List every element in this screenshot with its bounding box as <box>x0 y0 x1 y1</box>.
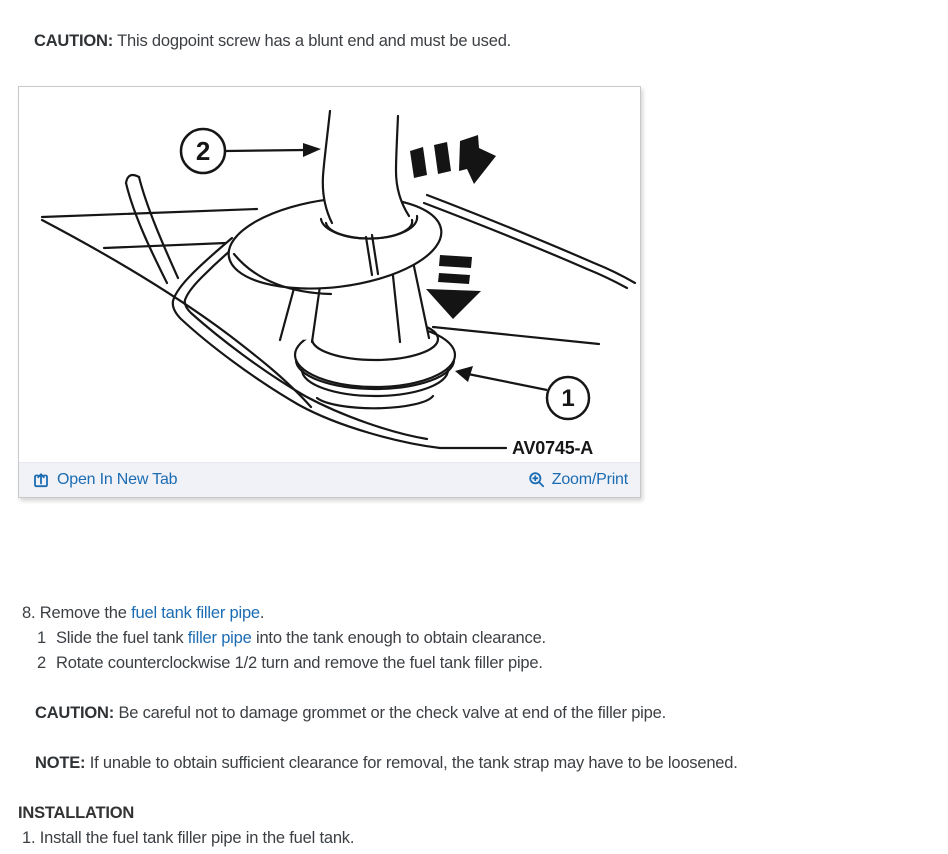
callout1-number: 1 <box>561 385 575 412</box>
callout2-arrowhead <box>303 143 321 157</box>
step-8-post: . <box>259 603 265 622</box>
strap-cap <box>126 175 139 183</box>
step-8 <box>22 603 264 624</box>
filler-pipe-link[interactable]: filler pipe <box>187 628 252 647</box>
note-paragraph <box>35 753 738 774</box>
callout2-leader <box>226 150 305 151</box>
down-arrow-head <box>426 289 481 319</box>
rotate-arrow-dash2 <box>434 142 451 174</box>
step-8-number: 8. <box>22 603 36 622</box>
substep-1 <box>37 628 546 649</box>
fuel-tank-filler-pipe-link[interactable]: fuel tank filler pipe <box>131 603 260 622</box>
caution-paragraph <box>35 703 666 724</box>
rotate-arrow-head <box>459 135 496 184</box>
ring-flat-line <box>433 327 599 344</box>
figure-drawing <box>19 87 640 462</box>
zoom-print-icon <box>528 471 546 489</box>
note-label: NOTE: <box>35 753 86 772</box>
figure-footer <box>19 462 640 497</box>
caution2-label: CAUTION: <box>35 703 115 722</box>
rotate-arrow-dash1 <box>410 147 427 178</box>
down-arrow-dash2 <box>438 273 470 284</box>
substep-2-number: 2 <box>37 653 46 672</box>
part-code-label: AV0745-A <box>512 438 594 458</box>
substep-1-pre: Slide the fuel tank <box>56 628 188 647</box>
zoom-print-label: Zoom/Print <box>551 471 628 488</box>
open-in-new-tab-label: Open In New Tab <box>57 471 178 488</box>
caution-label: CAUTION: <box>34 31 114 50</box>
ring-base-arc <box>317 396 433 408</box>
right-contour-a <box>427 195 635 283</box>
substep-1-number: 1 <box>37 628 46 647</box>
substep-1-post: into the tank enough to obtain clearance. <box>251 628 546 647</box>
zoom-print-link[interactable] <box>528 471 628 489</box>
figure-canvas <box>19 87 640 462</box>
installation-heading: INSTALLATION <box>18 803 135 822</box>
down-arrow-dash1 <box>439 255 472 268</box>
note-body: If unable to obtain sufficient clearance for removal, the tank strap may have to be loosened. <box>85 753 738 772</box>
strap-right-edge <box>139 177 178 278</box>
open-in-new-tab-link[interactable] <box>33 471 177 489</box>
substep-2-text: Rotate counterclockwise 1/2 turn and remove the fuel tank filler pipe. <box>56 653 543 672</box>
callout2-number: 2 <box>195 136 211 166</box>
installation-step-1: 1. Install the fuel tank filler pipe in the fuel tank. <box>22 828 355 847</box>
caution2-body: Be careful not to damage grommet or the check valve at end of the filler pipe. <box>114 703 666 722</box>
callout1-leader <box>468 374 547 390</box>
top-caution-text <box>34 31 511 52</box>
open-in-new-tab-icon <box>33 471 51 489</box>
caution-body: This dogpoint screw has a blunt end and must be used. <box>113 31 512 50</box>
step-8-pre: Remove the <box>35 603 132 622</box>
strap-left-edge <box>126 183 167 283</box>
substep-2 <box>37 653 543 674</box>
figure-panel <box>18 86 641 498</box>
